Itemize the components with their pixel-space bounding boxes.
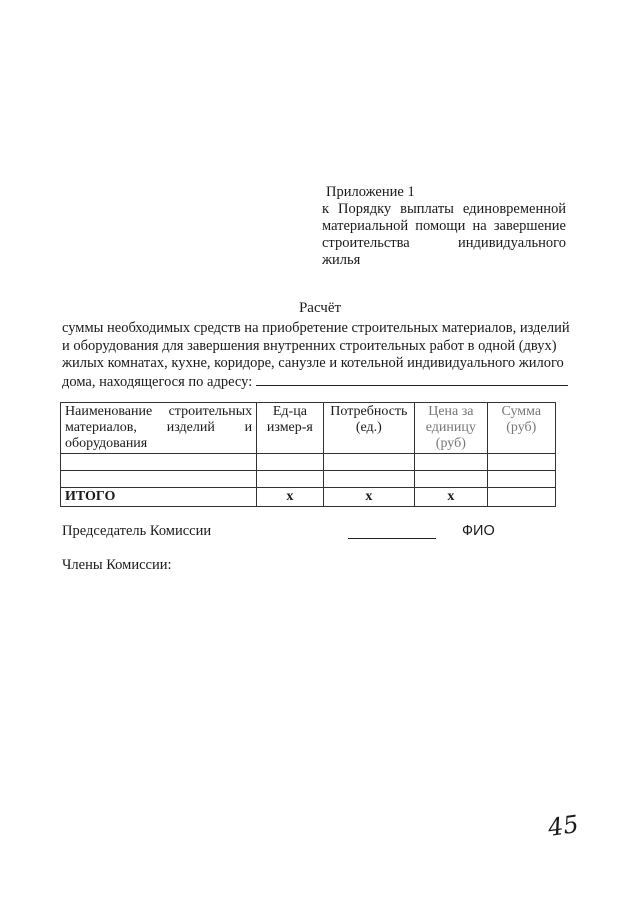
- table-row: [61, 454, 556, 471]
- calc-title: Расчёт: [298, 300, 342, 316]
- table-cell[interactable]: [61, 454, 257, 471]
- appendix-line: жилья: [322, 252, 361, 268]
- header-need: Потребность (ед.): [323, 403, 415, 454]
- calc-line: и оборудования для завершения внутренних строительных работ в одной (двух): [62, 337, 557, 354]
- header-unit: Ед-ца измер-я: [257, 403, 323, 454]
- appendix-title: Приложение 1: [326, 184, 415, 200]
- table-row: [61, 471, 556, 488]
- appendix-block: [322, 184, 566, 269]
- total-unit: х: [257, 488, 323, 507]
- header-price: Цена за единицу (руб): [415, 403, 487, 454]
- table-header-row: [61, 403, 556, 454]
- chairman-label: Председатель Комиссии: [62, 523, 212, 539]
- total-label: ИТОГО: [61, 488, 257, 507]
- table-cell[interactable]: [415, 471, 487, 488]
- table-cell[interactable]: [257, 471, 323, 488]
- calc-line: суммы необходимых средств на приобретение строительных материалов, изделий: [62, 320, 570, 336]
- table-cell[interactable]: [61, 471, 257, 488]
- fio-label: ФИО: [462, 523, 495, 539]
- calc-address-line: [62, 373, 582, 392]
- total-need: х: [323, 488, 415, 507]
- total-sum[interactable]: [487, 488, 555, 507]
- header-sum: Сумма (руб): [487, 403, 555, 454]
- total-price: х: [415, 488, 487, 507]
- calc-table: [60, 402, 556, 507]
- table-cell[interactable]: [323, 471, 415, 488]
- appendix-line: к Порядку выплаты единовременной: [322, 201, 566, 217]
- table-cell[interactable]: [415, 454, 487, 471]
- calc-description: [62, 320, 582, 391]
- members-label: Члены Комиссии:: [62, 557, 172, 573]
- signature-line[interactable]: [348, 538, 436, 539]
- table-total-row: [61, 488, 556, 507]
- appendix-line: строительства индивидуального: [322, 235, 566, 251]
- header-name: Наименование строительных материалов, изделий и оборудования: [61, 403, 257, 454]
- address-blank[interactable]: [256, 373, 568, 386]
- page-number: 45: [546, 810, 581, 842]
- calc-line: дома, находящегося по адресу:: [62, 373, 253, 390]
- table-cell[interactable]: [487, 471, 555, 488]
- table-cell[interactable]: [257, 454, 323, 471]
- table-cell[interactable]: [323, 454, 415, 471]
- calc-line: жилых комнатах, кухне, коридоре, санузле и котельной индивидуального жилого: [62, 355, 564, 371]
- appendix-line: материальной помощи на завершение: [322, 218, 566, 234]
- table-cell[interactable]: [487, 454, 555, 471]
